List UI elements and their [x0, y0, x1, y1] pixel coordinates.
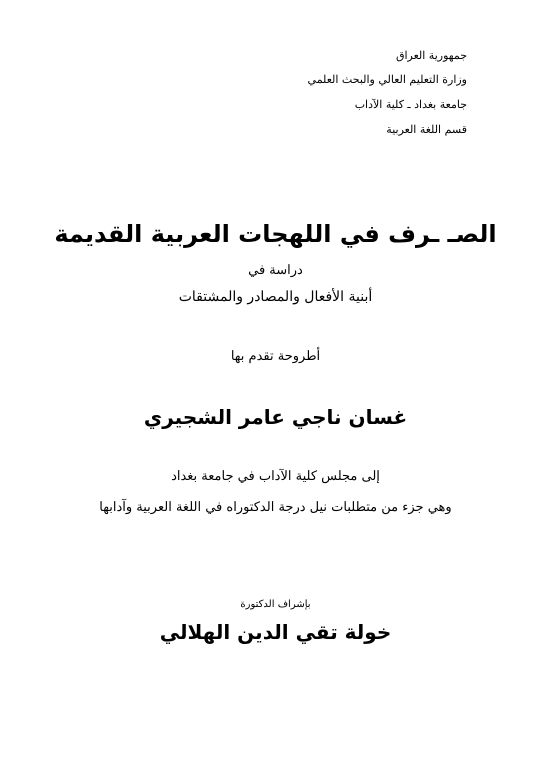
- department-name: قسم اللغة العربية: [386, 123, 467, 136]
- thesis-title: الصـ ـرف في اللهجات العربية القديمة: [54, 220, 497, 248]
- country-name: جمهورية العراق: [395, 49, 467, 62]
- thesis-intro: أطروحة تقدم بها: [230, 349, 321, 364]
- submission-line-2: وهي جزء من متطلبات نيل درجة الدكتوراه في اللغة العربية وآدابها: [99, 500, 452, 515]
- supervision-label: بإشراف الدكتورة: [240, 599, 311, 610]
- ministry-name: وزارة التعليم العالي والبحث العلمي: [307, 73, 467, 86]
- subtitle-study: دراسة في: [248, 263, 303, 278]
- university-name: جامعة بغداد ـ كلية الآداب: [354, 98, 467, 111]
- submission-line-1: إلى مجلس كلية الآداب في جامعة بغداد: [171, 469, 380, 484]
- subtitle-topic: أبنية الأفعال والمصادر والمشتقات: [178, 289, 373, 305]
- author-name: غسان ناجي عامر الشجيري: [143, 405, 408, 429]
- supervisor-name: خولة تقي الدين الهلالي: [159, 620, 392, 644]
